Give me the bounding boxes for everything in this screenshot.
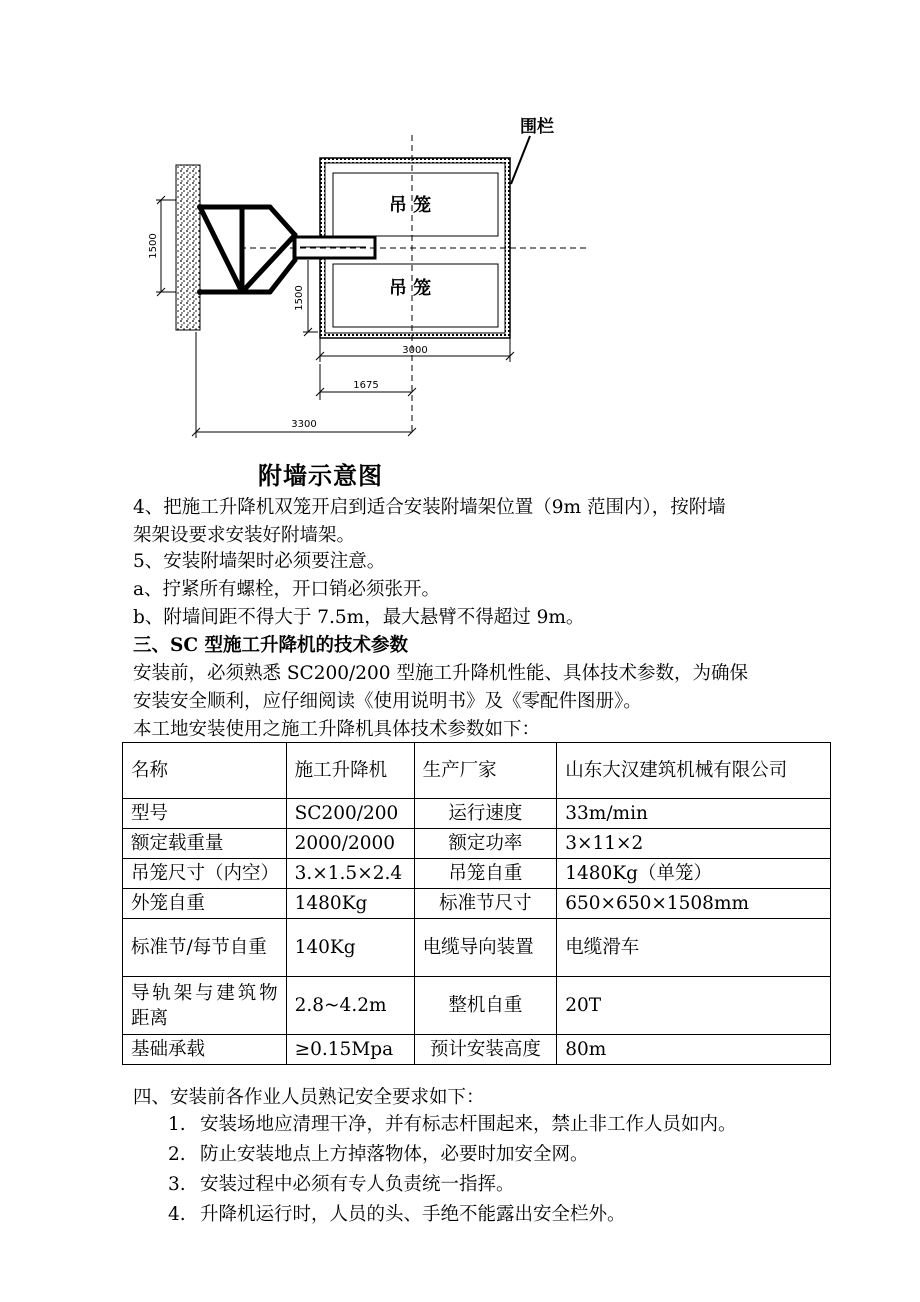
table-cell: 650×650×1508mm	[557, 889, 831, 919]
dim-wall-1500: 1500	[148, 233, 159, 259]
spec-table	[122, 742, 831, 1065]
fence-label: 围栏	[520, 117, 554, 137]
table-row	[123, 859, 831, 889]
safety-requirements-list	[168, 1110, 737, 1230]
table-cell: 20T	[557, 977, 831, 1035]
table-cell: 吊笼尺寸（内空）	[123, 859, 287, 889]
table-cell: 3.×1.5×2.4	[286, 859, 414, 889]
wall-attachment-diagram	[120, 110, 620, 455]
table-cell: 140Kg	[286, 919, 414, 977]
building-wall	[176, 165, 200, 330]
list-item	[168, 1140, 737, 1170]
mid-dimension	[303, 260, 318, 336]
table-cell: SC200/200	[286, 799, 414, 829]
dim-mid-1500: 1500	[294, 285, 305, 311]
attachment-truss	[200, 207, 295, 292]
table-cell: 预计安装高度	[414, 1035, 557, 1065]
table-cell: 基础承载	[123, 1035, 287, 1065]
list-item	[168, 1200, 737, 1230]
diagram-caption: 附墙示意图	[258, 462, 383, 490]
table-cell: 名称	[123, 743, 287, 799]
table-cell: ≥0.15Mpa	[286, 1035, 414, 1065]
table-cell: 33m/min	[557, 799, 831, 829]
table-cell: 额定载重量	[123, 829, 287, 859]
intro-line1: 安装前，必须熟悉 SC200/200 型施工升降机性能、具体技术参数，为确保	[133, 663, 748, 684]
list-number: 3.	[168, 1174, 186, 1195]
paragraph-4-line1: 4、把施工升降机双笼开启到适合安装附墙架位置（9m 范围内），按附墙	[133, 497, 726, 518]
table-cell: 电缆导向装置	[414, 919, 557, 977]
list-text: 升降机运行时，人员的头、手绝不能露出安全栏外。	[200, 1204, 626, 1225]
list-number: 2.	[168, 1144, 186, 1165]
list-text: 安装过程中必须有专人负责统一指挥。	[200, 1174, 515, 1195]
table-cell: 运行速度	[414, 799, 557, 829]
table-row	[123, 977, 831, 1035]
table-cell: 外笼自重	[123, 889, 287, 919]
table-cell: 1480Kg	[286, 889, 414, 919]
table-row	[123, 1035, 831, 1065]
intro-line2: 安装安全顺利，应仔细阅读《使用说明书》及《零配件图册》。	[133, 691, 642, 712]
table-row	[123, 743, 831, 799]
table-cell: 2000/2000	[286, 829, 414, 859]
dim-1675: 1675	[353, 380, 379, 391]
table-row	[123, 919, 831, 977]
table-cell: 山东大汉建筑机械有限公司	[557, 743, 831, 799]
table-cell: 80m	[557, 1035, 831, 1065]
table-cell: 电缆滑车	[557, 919, 831, 977]
table-row	[123, 889, 831, 919]
dim-3000: 3000	[402, 345, 428, 356]
table-cell: 型号	[123, 799, 287, 829]
list-item	[168, 1170, 737, 1200]
table-cell: 3×11×2	[557, 829, 831, 859]
cage-bottom-label: 吊 笼	[388, 278, 432, 299]
table-cell: 1480Kg（单笼）	[557, 859, 831, 889]
wall-dimension	[156, 196, 176, 296]
cage-top-label: 吊 笼	[388, 195, 432, 216]
table-row	[123, 799, 831, 829]
table-cell: 标准节尺寸	[414, 889, 557, 919]
section-4-heading: 四、安装前各作业人员熟记安全要求如下：	[133, 1087, 485, 1108]
dim-3300: 3300	[291, 419, 317, 430]
paragraph-b: b、附墙间距不得大于 7.5m，最大悬臂不得超过 9m。	[133, 607, 585, 628]
table-cell: 标准节/每节自重	[123, 919, 287, 977]
list-number: 4.	[168, 1204, 186, 1225]
paragraph-5: 5、安装附墙架时必须要注意。	[133, 551, 386, 572]
list-item	[168, 1110, 737, 1140]
table-cell: 额定功率	[414, 829, 557, 859]
table-cell: 施工升降机	[286, 743, 414, 799]
paragraph-a: a、拧紧所有螺栓，开口销必须张开。	[133, 579, 441, 600]
list-text: 防止安装地点上方掉落物体，必要时加安全网。	[200, 1144, 589, 1165]
list-text: 安装场地应清理干净，并有标志杆围起来，禁止非工作人员如内。	[200, 1114, 737, 1135]
table-cell: 吊笼自重	[414, 859, 557, 889]
table-cell: 2.8~4.2m	[286, 977, 414, 1035]
paragraph-4-line2: 架架设要求安装好附墙架。	[133, 525, 356, 546]
list-number: 1.	[168, 1114, 186, 1135]
table-cell: 整机自重	[414, 977, 557, 1035]
intro-line3: 本工地安装使用之施工升降机具体技术参数如下：	[133, 719, 541, 740]
table-cell: 导轨架与建筑物距离	[123, 977, 287, 1035]
table-row	[123, 829, 831, 859]
section-3-heading: 三、SC 型施工升降机的技术参数	[133, 635, 409, 656]
table-cell: 生产厂家	[414, 743, 557, 799]
